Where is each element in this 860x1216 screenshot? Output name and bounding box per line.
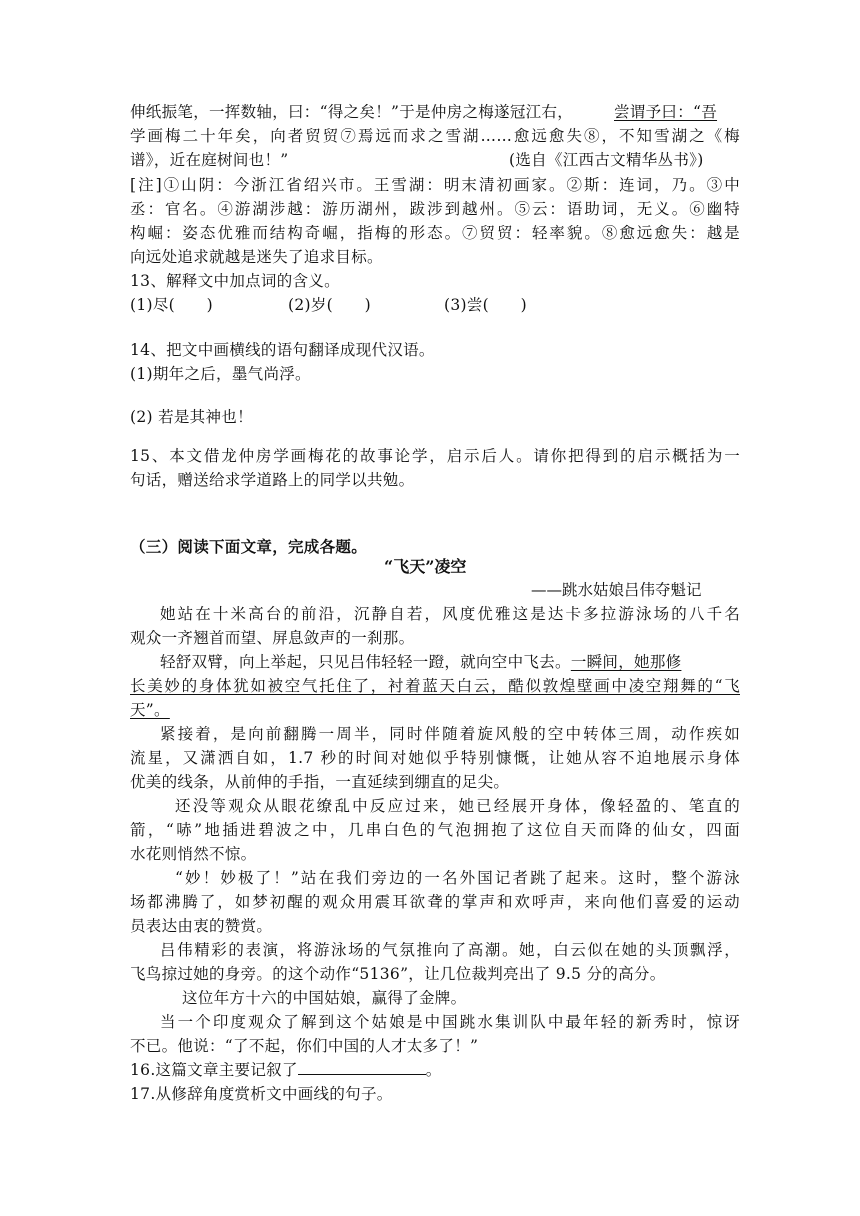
source-citation: (选自《江西古文精华丛书》): [509, 151, 704, 169]
underlined-sentence-part-3: 天”。: [130, 701, 170, 719]
passage-line-1: [130, 100, 740, 124]
question-13-item-1: (1)尽( ): [130, 296, 213, 314]
article-line-3: [160, 650, 740, 674]
question-14-stem: 14、把文中画横线的语句翻译成现代汉语。: [130, 341, 435, 359]
question-13-item-3: (3)尝( ): [444, 296, 527, 314]
question-16-prefix: 16.这篇文章主要记叙了: [130, 1061, 298, 1079]
passage-line-2: 学画梅二十年矣，向者贸贸⑦焉远而求之雪湖……愈远愈失⑧，不知雪湖之《梅: [130, 127, 740, 145]
note-line-2: 丞：官名。④游湖涉越：游历湖州，跋涉到越州。⑤云：语助词，无义。⑥幽特: [130, 200, 740, 218]
section-3-heading: （三）阅读下面文章，完成各题。: [130, 537, 368, 556]
article-line-14: 场都沸腾了，如梦初醒的观众用震耳欲聋的掌声和欢呼声，来向他们喜爱的运动: [130, 893, 740, 911]
article-line-10: 还没等观众从眼花缭乱中反应过来，她已经展开身体，像轻盈的、笔直的: [175, 797, 740, 815]
article-line-18: 这位年方十六的中国姑娘，赢得了金牌。: [182, 989, 467, 1007]
article-subtitle: ——跳水姑娘吕伟夺魁记: [531, 581, 702, 599]
article-line-3-text: 轻舒双臂，向上举起，只见吕伟轻轻一蹬，就向空中飞去。: [160, 653, 571, 671]
passage-line-3: [130, 148, 740, 172]
article-line-19: 当一个印度观众了解到这个姑娘是中国跳水集训队中最年轻的新秀时，惊讶: [160, 1013, 740, 1031]
underlined-sentence-part-2: 长美妙的身体犹如被空气托住了，衬着蓝天白云，酷似敦煌壁画中凌空翔舞的“飞: [130, 677, 740, 695]
article-line-8: 流星，又潇洒自如，1.7 秒的时间对她似乎特别慷慨，让她从容不迫地展示身体: [130, 749, 740, 767]
article-line-16: 吕伟精彩的表演，将游泳场的气氛推向了高潮。她，白云似在她的头顶飘浮，: [160, 941, 740, 959]
question-15-line-1: 15、本文借龙仲房学画梅花的故事论学，启示后人。请你把得到的启示概括为一: [130, 447, 740, 465]
article-line-17: 飞鸟掠过她的身旁。的这个动作“5136”，让几位裁判亮出了 9.5 分的高分。: [130, 965, 666, 983]
article-line-12: 水花则悄然不惊。: [130, 845, 257, 863]
note-line-4: 向远处追求就越是迷失了追求目标。: [130, 248, 383, 266]
question-17: 17.从修辞角度赏析文中画线的句子。: [130, 1085, 393, 1103]
article-line-7: 紧接着，是向前翻腾一周半，同时伴随着旋风般的空中转体三周，动作疾如: [160, 725, 740, 743]
article-line-11: 箭，“哧”地插进碧波之中，几串白色的气泡拥抱了这位自天而降的仙女，四面: [130, 821, 740, 839]
question-16-answer-blank[interactable]: [298, 1058, 426, 1075]
note-line-1: [注]①山阴：今浙江省绍兴市。王雪湖：明末清初画家。②斯：连词，乃。③中: [130, 176, 740, 194]
article-line-2: 观众一齐翘首而望、屏息敛声的一刹那。: [130, 629, 415, 647]
question-13-stem: 13、解释文中加点词的含义。: [130, 272, 340, 290]
article-line-20: 不已。他说：“了不起，你们中国的人才太多了！”: [130, 1037, 479, 1055]
passage-line-1-tail: 尝谓予曰：“吾: [614, 103, 718, 121]
question-14-item-1: (1)期年之后，墨气尚浮。: [130, 365, 311, 383]
question-16: [130, 1058, 740, 1082]
passage-line-1-text: 伸纸振笔，一挥数轴，曰：“得之矣！”于是仲房之梅遂冠江右，: [130, 103, 574, 121]
article-line-1: 她站在十米高台的前沿，沉静自若，风度优雅这是达卡多拉游泳场的八千名: [160, 605, 740, 623]
question-14-item-2: (2) 若是其神也！: [130, 408, 253, 426]
note-line-3: 构崛：姿态优雅而结构奇崛，指梅的形态。⑦贸贸：轻率貌。⑧愈远愈失：越是: [130, 224, 740, 242]
article-line-13: “妙！妙极了！”站在我们旁边的一名外国记者跳了起来。这时，整个游泳: [175, 869, 740, 887]
article-title: “飞天”凌空: [384, 557, 467, 576]
passage-line-3-text: 谱》，近在庭树间也！”: [130, 151, 289, 169]
underlined-sentence-part-1: 一瞬间，她那修: [570, 653, 682, 671]
question-15-line-2: 句话，赠送给求学道路上的同学以共勉。: [130, 471, 415, 489]
article-line-15: 员表达由衷的赞赏。: [130, 917, 273, 935]
article-line-9: 优美的线条，从前伸的手指，一直延续到绷直的足尖。: [130, 773, 510, 791]
question-13-item-2: (2)岁( ): [288, 296, 371, 314]
question-16-suffix: 。: [425, 1061, 442, 1079]
